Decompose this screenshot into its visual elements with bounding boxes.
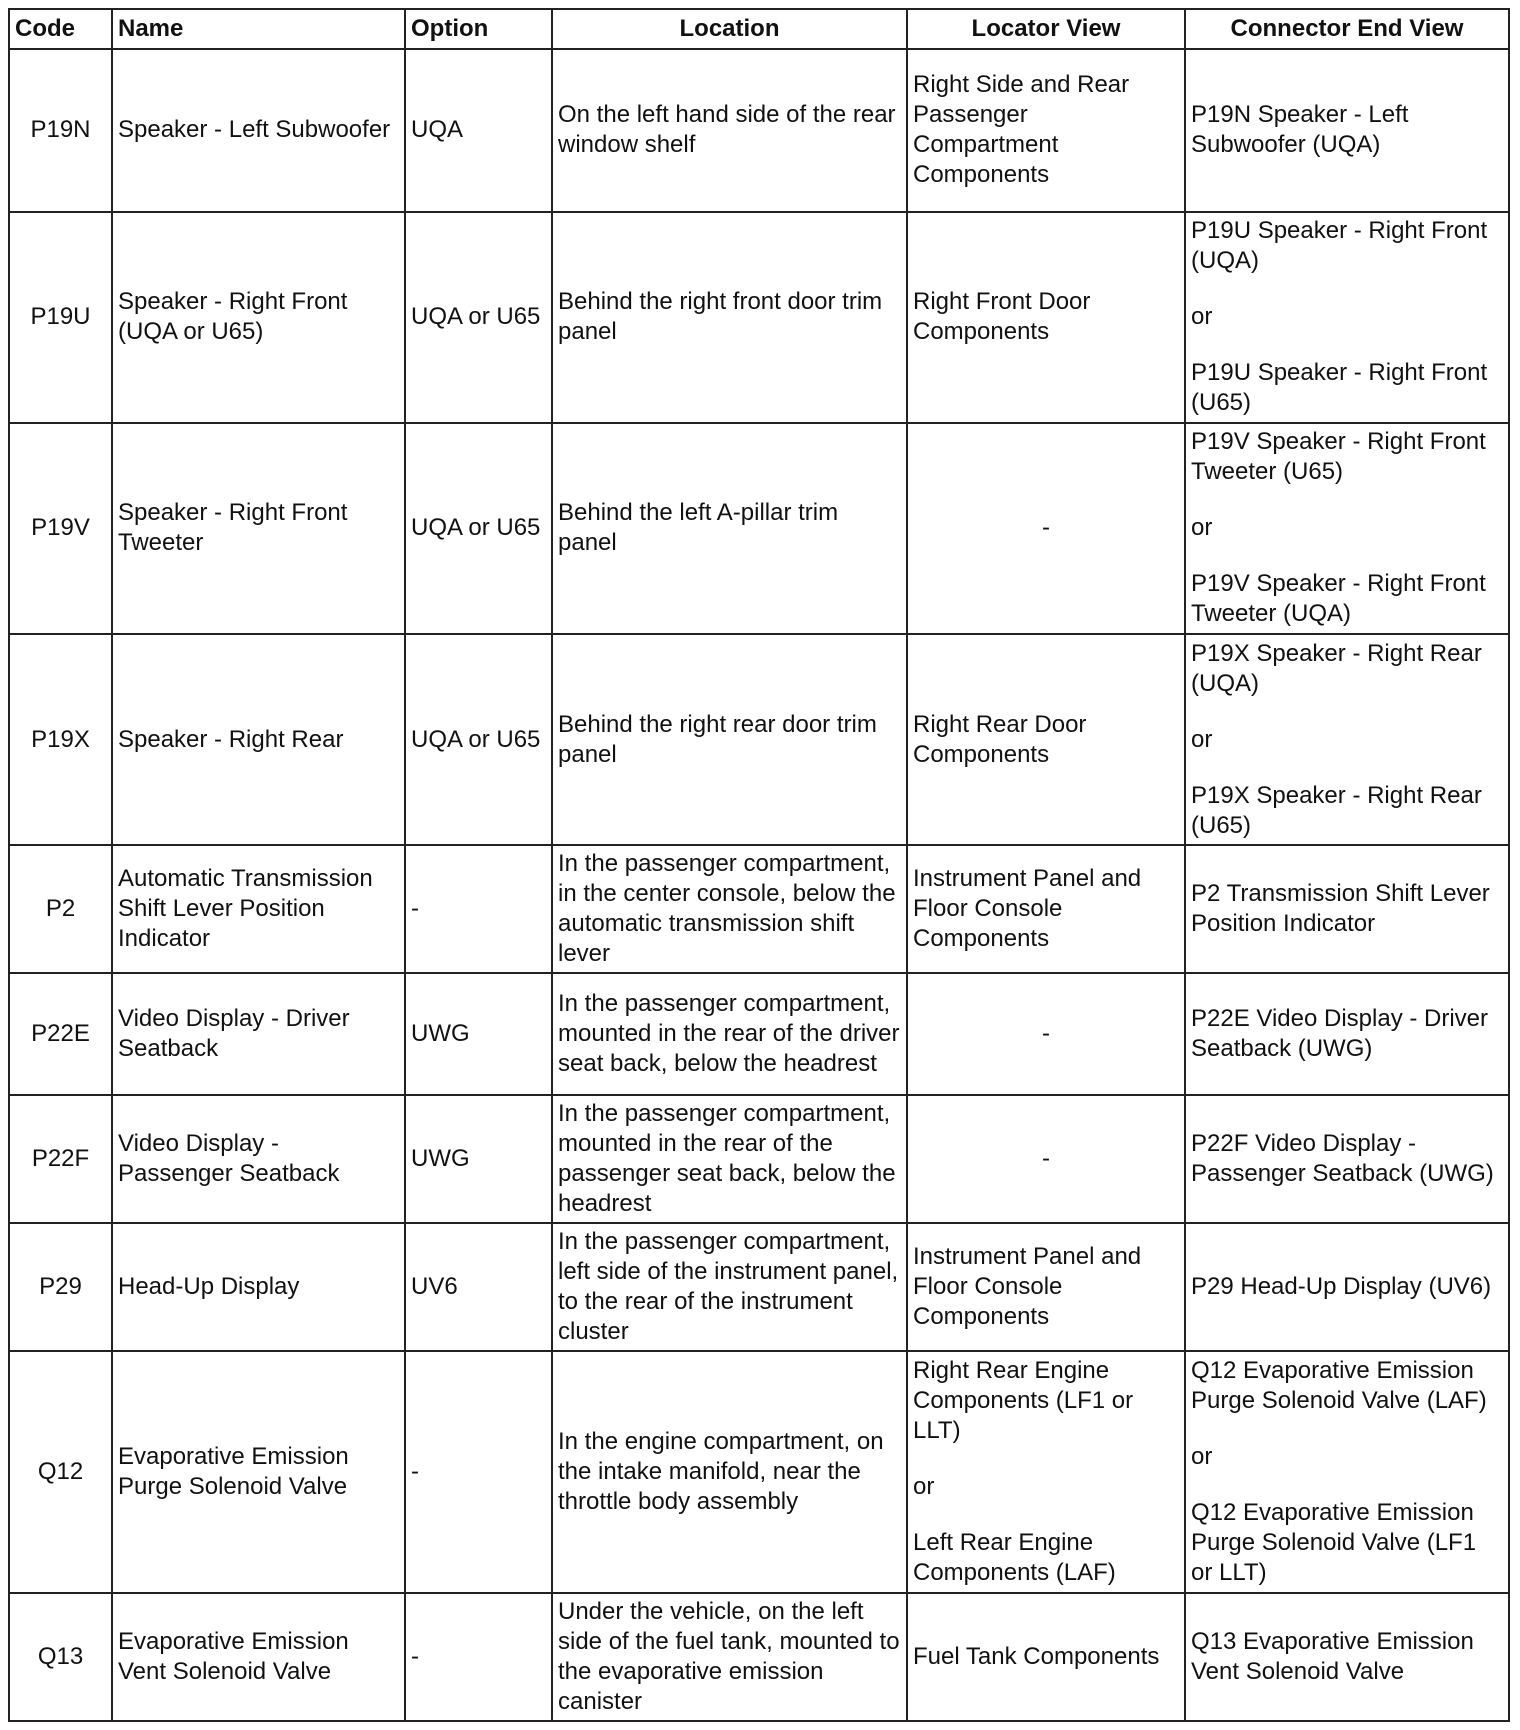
- locator-line: Right Front Door Components: [913, 288, 1091, 346]
- cell-name: Speaker - Right Front (UQA or U65): [112, 212, 405, 423]
- table-row: [9, 1351, 1509, 1593]
- line-gap: [1191, 1416, 1503, 1442]
- line-gap: [913, 1502, 1179, 1528]
- header-option: Option: [405, 9, 552, 49]
- connector-line: P29 Head-Up Display (UV6): [1191, 1273, 1492, 1301]
- connector-line: Q12 Evaporative Emission Purge Solenoid Valve (LAF): [1191, 1357, 1487, 1415]
- line-gap: [1191, 543, 1503, 569]
- cell-code: P19X: [9, 634, 112, 845]
- component-table: [8, 8, 1510, 1722]
- cell-name: Automatic Transmission Shift Lever Position Indicator: [112, 845, 405, 973]
- table-row: [9, 634, 1509, 845]
- cell-locator-view: [907, 212, 1185, 423]
- header-name: Name: [112, 9, 405, 49]
- cell-location: In the passenger compartment, mounted in the rear of the driver seat back, below the headrest: [552, 973, 907, 1095]
- cell-name: Speaker - Right Rear: [112, 634, 405, 845]
- cell-code: P19U: [9, 212, 112, 423]
- cell-location: Behind the right front door trim panel: [552, 212, 907, 423]
- cell-connector-end-view: [1185, 845, 1509, 973]
- table-row: [9, 845, 1509, 973]
- line-gap: [913, 1446, 1179, 1472]
- line-gap: [1191, 276, 1503, 302]
- cell-locator-view: [907, 634, 1185, 845]
- cell-locator-view: [907, 49, 1185, 212]
- connector-line: P19X Speaker - Right Rear (UQA): [1191, 639, 1482, 697]
- cell-locator-view: [907, 1351, 1185, 1593]
- table-row: [9, 1593, 1509, 1721]
- cell-locator-view: [907, 423, 1185, 634]
- cell-name: Video Display - Passenger Seatback: [112, 1095, 405, 1223]
- cell-option: UWG: [405, 973, 552, 1095]
- cell-code: Q13: [9, 1593, 112, 1721]
- cell-code: Q12: [9, 1351, 112, 1593]
- cell-connector-end-view: [1185, 49, 1509, 212]
- cell-code: P19N: [9, 49, 112, 212]
- cell-location: Under the vehicle, on the left side of the fuel tank, mounted to the evaporative emission canister: [552, 1593, 907, 1721]
- cell-name: Speaker - Right Front Tweeter: [112, 423, 405, 634]
- cell-option: UQA or U65: [405, 634, 552, 845]
- connector-line: P19V Speaker - Right Front Tweeter (U65): [1191, 428, 1486, 486]
- cell-option: UQA or U65: [405, 212, 552, 423]
- connector-line: or: [1191, 514, 1213, 542]
- locator-line: -: [1042, 1145, 1050, 1173]
- connector-line: or: [1191, 303, 1213, 331]
- cell-connector-end-view: [1185, 212, 1509, 423]
- cell-name: Head-Up Display: [112, 1223, 405, 1351]
- table-row: [9, 1095, 1509, 1223]
- cell-connector-end-view: [1185, 1593, 1509, 1721]
- locator-line: -: [1042, 514, 1050, 542]
- cell-option: UQA: [405, 49, 552, 212]
- cell-code: P29: [9, 1223, 112, 1351]
- cell-locator-view: [907, 845, 1185, 973]
- table-row: [9, 49, 1509, 212]
- cell-code: P2: [9, 845, 112, 973]
- locator-line: Right Rear Door Components: [913, 710, 1087, 768]
- header-locator-view: Locator View: [907, 9, 1185, 49]
- connector-line: P19V Speaker - Right Front Tweeter (UQA): [1191, 570, 1486, 628]
- cell-connector-end-view: [1185, 634, 1509, 845]
- cell-connector-end-view: [1185, 973, 1509, 1095]
- cell-option: UQA or U65: [405, 423, 552, 634]
- header-location: Location: [552, 9, 907, 49]
- connector-line: P22F Video Display - Passenger Seatback (UWG): [1191, 1130, 1494, 1188]
- cell-location: In the passenger compartment, in the center console, below the automatic transmission shift lever: [552, 845, 907, 973]
- connector-line: Q13 Evaporative Emission Vent Solenoid Valve: [1191, 1627, 1474, 1685]
- cell-location: On the left hand side of the rear window shelf: [552, 49, 907, 212]
- cell-connector-end-view: [1185, 1351, 1509, 1593]
- locator-line: Right Side and Rear Passenger Compartment Components: [913, 71, 1130, 189]
- cell-location: In the passenger compartment, left side of the instrument panel, to the rear of the instrument cluster: [552, 1223, 907, 1351]
- cell-option: -: [405, 1351, 552, 1593]
- cell-locator-view: [907, 1095, 1185, 1223]
- cell-option: -: [405, 1593, 552, 1721]
- connector-line: P19X Speaker - Right Rear (U65): [1191, 781, 1482, 839]
- cell-option: UWG: [405, 1095, 552, 1223]
- table-row: [9, 212, 1509, 423]
- cell-code: P19V: [9, 423, 112, 634]
- connector-line: or: [1191, 1443, 1213, 1471]
- locator-line: Right Rear Engine Components (LF1 or LLT): [913, 1357, 1134, 1445]
- cell-name: Evaporative Emission Purge Solenoid Valve: [112, 1351, 405, 1593]
- cell-location: In the engine compartment, on the intake manifold, near the throttle body assembly: [552, 1351, 907, 1593]
- line-gap: [1191, 487, 1503, 513]
- cell-connector-end-view: [1185, 1223, 1509, 1351]
- connector-line: P22E Video Display - Driver Seatback (UWG): [1191, 1005, 1489, 1063]
- connector-line: P19U Speaker - Right Front (UQA): [1191, 217, 1488, 275]
- table-row: [9, 1223, 1509, 1351]
- cell-locator-view: [907, 973, 1185, 1095]
- cell-name: Speaker - Left Subwoofer: [112, 49, 405, 212]
- header-code: Code: [9, 9, 112, 49]
- line-gap: [1191, 755, 1503, 781]
- line-gap: [1191, 1472, 1503, 1498]
- cell-locator-view: [907, 1223, 1185, 1351]
- cell-location: In the passenger compartment, mounted in the rear of the passenger seat back, below the headrest: [552, 1095, 907, 1223]
- connector-line: Q12 Evaporative Emission Purge Solenoid Valve (LF1 or LLT): [1191, 1499, 1477, 1587]
- connector-line: P19N Speaker - Left Subwoofer (UQA): [1191, 101, 1409, 159]
- connector-line: P19U Speaker - Right Front (U65): [1191, 359, 1488, 417]
- cell-connector-end-view: [1185, 1095, 1509, 1223]
- cell-name: Evaporative Emission Vent Solenoid Valve: [112, 1593, 405, 1721]
- cell-location: Behind the right rear door trim panel: [552, 634, 907, 845]
- table-row: [9, 423, 1509, 634]
- header-row: [9, 9, 1509, 49]
- cell-connector-end-view: [1185, 423, 1509, 634]
- cell-code: P22E: [9, 973, 112, 1095]
- line-gap: [1191, 332, 1503, 358]
- cell-option: UV6: [405, 1223, 552, 1351]
- cell-location: Behind the left A-pillar trim panel: [552, 423, 907, 634]
- cell-code: P22F: [9, 1095, 112, 1223]
- connector-line: or: [1191, 725, 1213, 753]
- locator-line: or: [913, 1473, 935, 1501]
- locator-line: Fuel Tank Components: [913, 1642, 1160, 1670]
- locator-line: Instrument Panel and Floor Console Components: [913, 1243, 1142, 1331]
- header-connector-end-view: Connector End View: [1185, 9, 1509, 49]
- table-row: [9, 973, 1509, 1095]
- connector-line: P2 Transmission Shift Lever Position Indicator: [1191, 880, 1490, 938]
- cell-locator-view: [907, 1593, 1185, 1721]
- locator-line: -: [1042, 1020, 1050, 1048]
- locator-line: Instrument Panel and Floor Console Components: [913, 865, 1142, 953]
- cell-option: -: [405, 845, 552, 973]
- line-gap: [1191, 699, 1503, 725]
- cell-name: Video Display - Driver Seatback: [112, 973, 405, 1095]
- locator-line: Left Rear Engine Components (LAF): [913, 1529, 1116, 1587]
- table-body: [9, 49, 1509, 1721]
